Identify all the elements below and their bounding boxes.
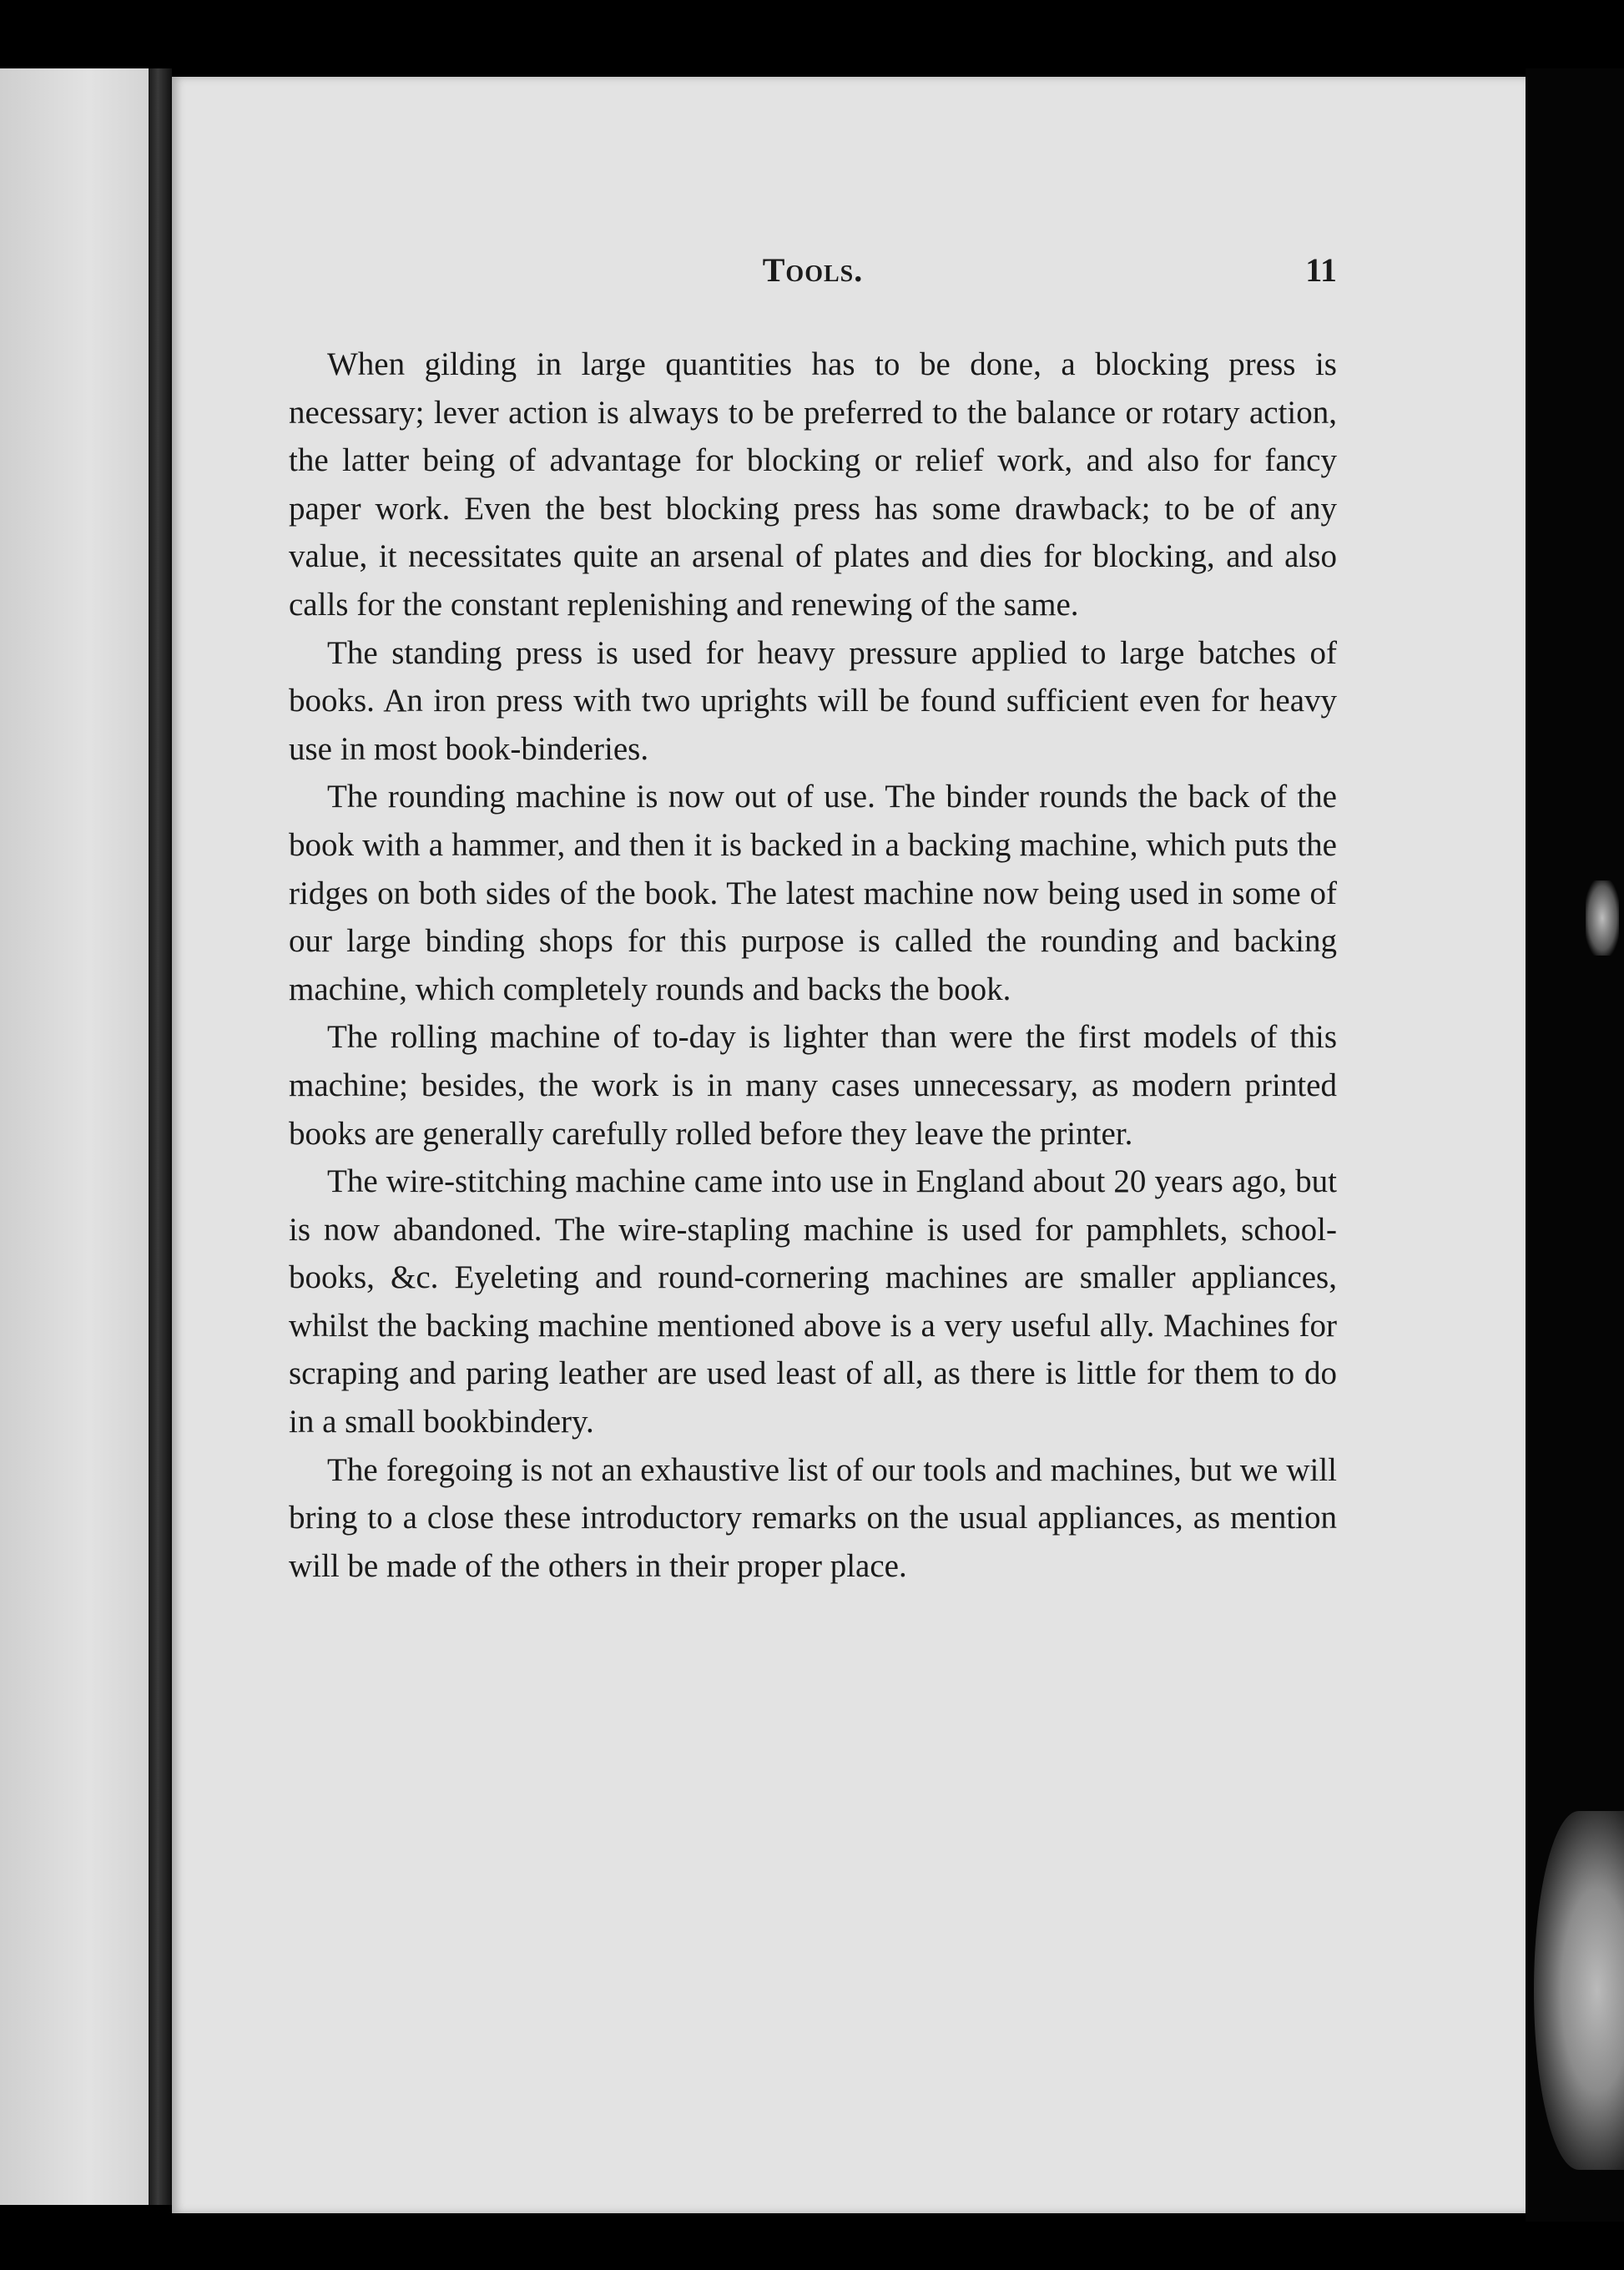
page-number: 11: [1305, 251, 1337, 289]
page-header: [289, 250, 1337, 300]
body-text: [289, 340, 1337, 1590]
scan-artifact: [1586, 880, 1619, 956]
paragraph: The rounding machine is now out of use. The binder rounds the back of the book with a hammer, and then it is backed in a backing machine, which puts the ridges on both sides of the book. The latest machine now being used in some of our large binding shops for this purpose is called the rounding and backing machine, which completely rounds and backs the book.: [289, 779, 1337, 1007]
facing-page-edge: [0, 68, 149, 2205]
paragraph: The rolling machine of to-day is lighter than were the first models of this machine; besides, the work is in many cases unnecessary, as modern printed books are generally carefully rolled before they leave the printer.: [289, 1019, 1337, 1152]
paragraph: The wire-stitching machine came into use in England about 20 years ago, but is now abandoned. The wire-stapling machine is used for pamphlets, school-books, &c. Eyeleting and round-cornering machines are smaller appliances, whilst the backing machine mentioned above is a very useful ally. Machines for scraping and paring leather are used least of all, as there is little for them to do in a small bookbindery.: [289, 1163, 1337, 1440]
book-gutter: [149, 68, 172, 2205]
scan-artifact-blob: [1534, 1811, 1624, 2170]
paragraph: The standing press is used for heavy pressure applied to large batches of books. An iron press with two uprights will be found sufficient even for heavy use in most book-binderies.: [289, 634, 1337, 767]
running-title: Tools.: [762, 251, 864, 289]
paragraph: When gilding in large quantities has to be done, a blocking press is necessary; lever action is always to be preferred to the balance or rotary action, the latter being of advantage for blocking or relief work, and also for fancy paper work. Even the best blocking press has some drawback; to be of any value, it necessitates quite an arsenal of plates and dies for blocking, and also calls for the constant replenishing and renewing of the same.: [289, 346, 1337, 623]
paragraph: The foregoing is not an exhaustive list of our tools and machines, but we will bring to a close these introductory remarks on the usual appliances, as mention will be made of the others in their proper place.: [289, 1451, 1337, 1584]
